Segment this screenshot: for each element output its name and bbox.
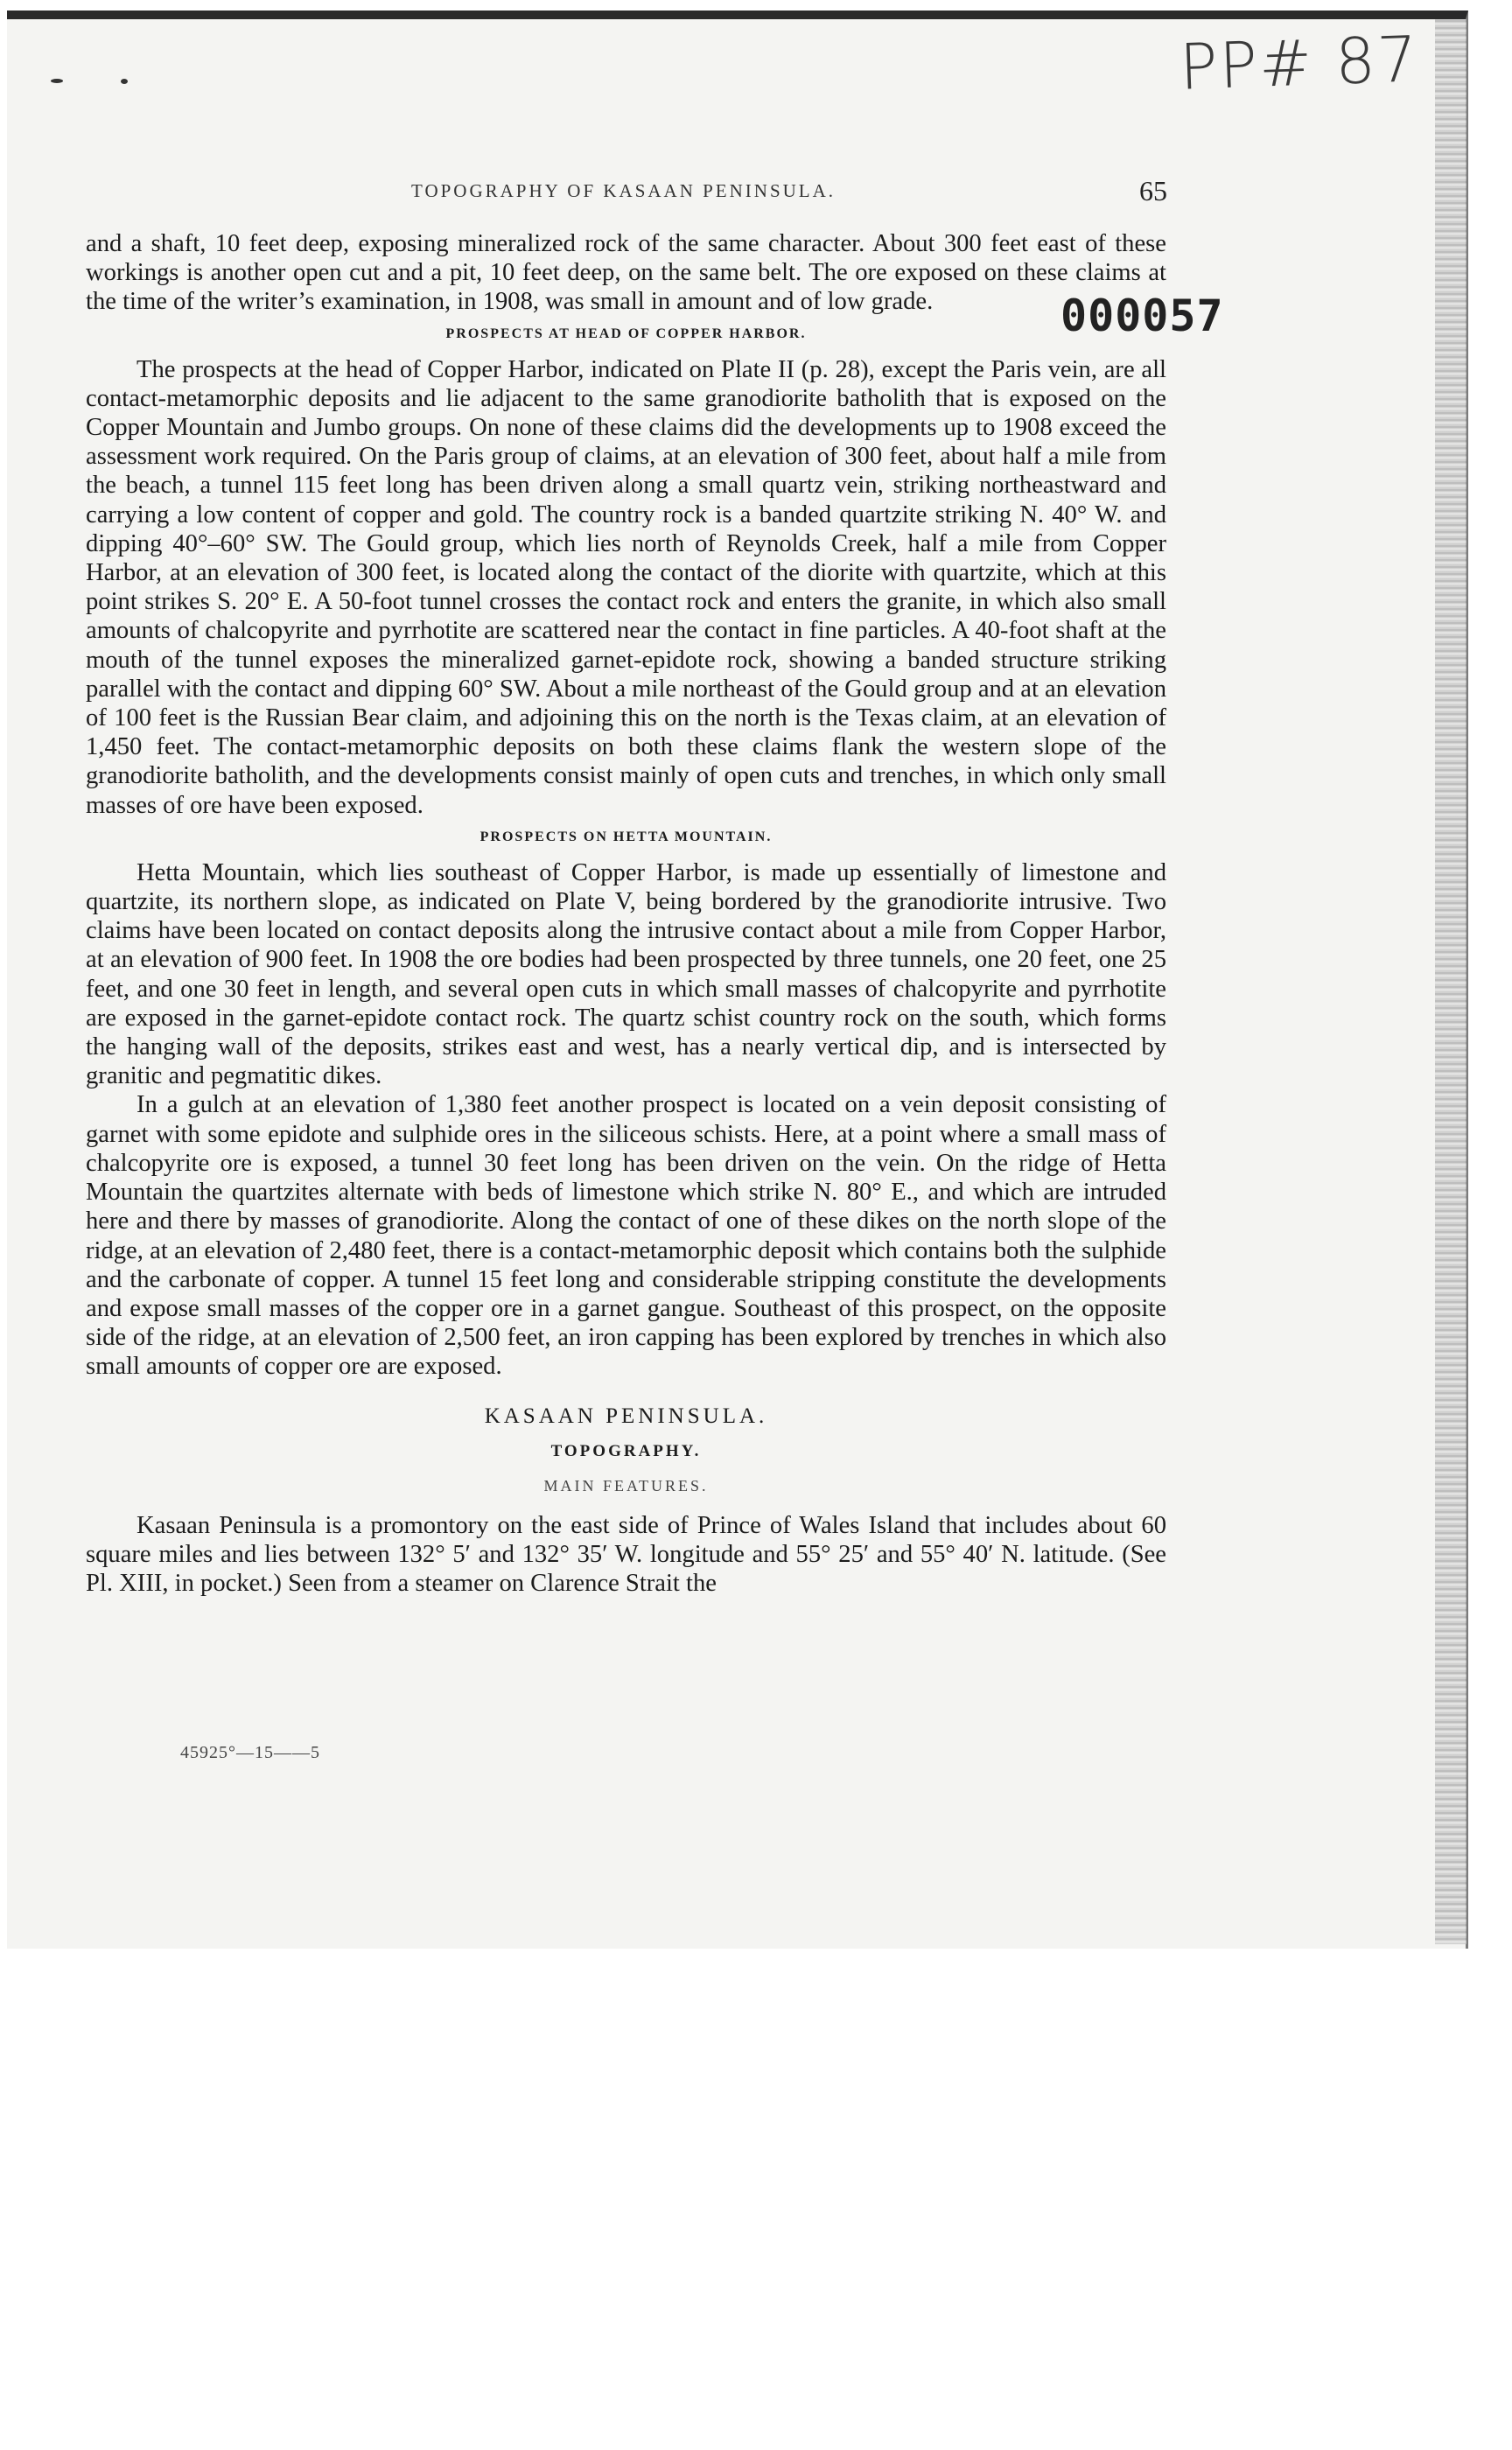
scan-speck xyxy=(51,79,63,83)
page-number: 65 xyxy=(1139,175,1167,206)
page-stamp: 000057 xyxy=(1060,290,1224,341)
section-heading: PROSPECTS ON HETTA MOUNTAIN. xyxy=(480,829,773,844)
paragraph: In a gulch at an elevation of 1,380 feet another prospect is located on a vein deposit consisting of garnet with some epidote and sulphide ores in the siliceous schists. Here, at a point where a small mass of chalcopyrite ore is exposed, a tunnel 30 feet long has been driven on the vein. On the ridge of Hetta Mountain the quartzites alternate with beds of limestone which strike N. 80° E., and which are intruded here and there by masses of granodiorite. Along the contact of one of these dikes on the north slope of the ridge, at an elevation of 2,480 feet, there is a contact-metamorphic deposit which contains both the sulphide and the carbonate of copper. A tunnel 15 feet long and considerable stripping constitute the developments and expose small masses of the copper ore in a garnet gangue. Southeast of this prospect, on the opposite side of the ridge, at an elevation of 2,500 feet, an iron capping has been explored by trenches in which also small amounts of copper ore are exposed. xyxy=(86,1091,1166,1381)
paragraph: and a shaft, 10 feet deep, exposing mineralized rock of the same character. About 300 feet east of these workings is another open cut and a pit, 10 feet deep, on the same belt. The ore exposed on these claims at the time of the writer’s examination, in 1908, was small in amount and of low grade. xyxy=(86,230,1166,316)
subtopic-heading: MAIN FEATURES. xyxy=(543,1476,709,1494)
topic-heading: TOPOGRAPHY. xyxy=(550,1441,702,1460)
chapter-heading: KASAAN PENINSULA. xyxy=(484,1404,768,1428)
handwritten-annotation: PP# 87 xyxy=(1178,22,1421,104)
section-heading: PROSPECTS AT HEAD OF COPPER HARBOR. xyxy=(445,326,807,341)
blank-margin xyxy=(0,1949,1512,2450)
scan-speck xyxy=(121,79,128,84)
print-code: 45925°—15——5 xyxy=(180,1743,320,1762)
paragraph: Hetta Mountain, which lies southeast of Copper Harbor, is made up essentially of limestone and quartzite, its northern slope, as indicated on Plate V, being bordered by the granodiorite intrusive. Two claims have been located on contact deposits along the intrusive contact about a mile from Copper Harbor, at an elevation of 900 feet. In 1908 the ore bodies had been prospected by three tunnels, one 20 feet, one 25 feet, and one 30 feet in length, and several open cuts in which small masses of chalcopyrite and pyrrhotite are exposed in the garnet-epidote contact rock. The quartz schist country rock on the south, which forms the hanging wall of the deposits, strikes east and west, has a nearly vertical dip, and is intersected by granitic and pegmatitic dikes. xyxy=(86,858,1166,1090)
scan-edge-shadow xyxy=(1435,19,1466,1944)
paragraph: Kasaan Peninsula is a promontory on the east side of Prince of Wales Island that includes about 60 square miles and lies between 132° 5′ and 132° 35′ W. longitude and 55° 25′ and 55° 40′ N. latitude. (See Pl. XIII, in pocket.) Seen from a steamer on Clarence Strait the xyxy=(86,1511,1166,1597)
body-text xyxy=(86,229,1166,1598)
running-title: TOPOGRAPHY OF KASAAN PENINSULA. xyxy=(411,180,836,201)
paragraph: The prospects at the head of Copper Harbor, indicated on Plate II (p. 28), except the Paris vein, are all contact-metamorphic deposits and lie adjacent to the same granodiorite batholith that is exposed on the Copper Mountain and Jumbo groups. On none of these claims did the developments up to 1908 exceed the assessment work required. On the Paris group of claims, at an elevation of 300 feet, about half a mile from the beach, a tunnel 115 feet long has been driven along a small quartz vein, striking northeastward and carrying a low content of copper and gold. The country rock is a banded quartzite striking N. 40° W. and dipping 40°–60° SW. The Gould group, which lies north of Reynolds Creek, half a mile from Copper Harbor, at an elevation of 300 feet, is located along the contact of the diorite with quartzite, which at this point strikes S. 20° E. A 50-foot tunnel crosses the contact rock and enters the granite, in which also small amounts of chalcopyrite and pyrrhotite are scattered near the contact in fine particles. A 40-foot shaft at the mouth of the tunnel exposes the mineralized garnet-epidote rock, showing a banded structure striking parallel with the contact and dipping 60° SW. About a mile northeast of the Gould group and at an elevation of 100 feet is the Russian Bear claim, and adjoining this on the north is the Texas claim, at an elevation of 1,450 feet. The contact-metamorphic deposits on both these claims flank the western slope of the granodiorite batholith, and the developments consist mainly of open cuts and trenches, in which only small masses of ore have been exposed. xyxy=(86,355,1166,819)
